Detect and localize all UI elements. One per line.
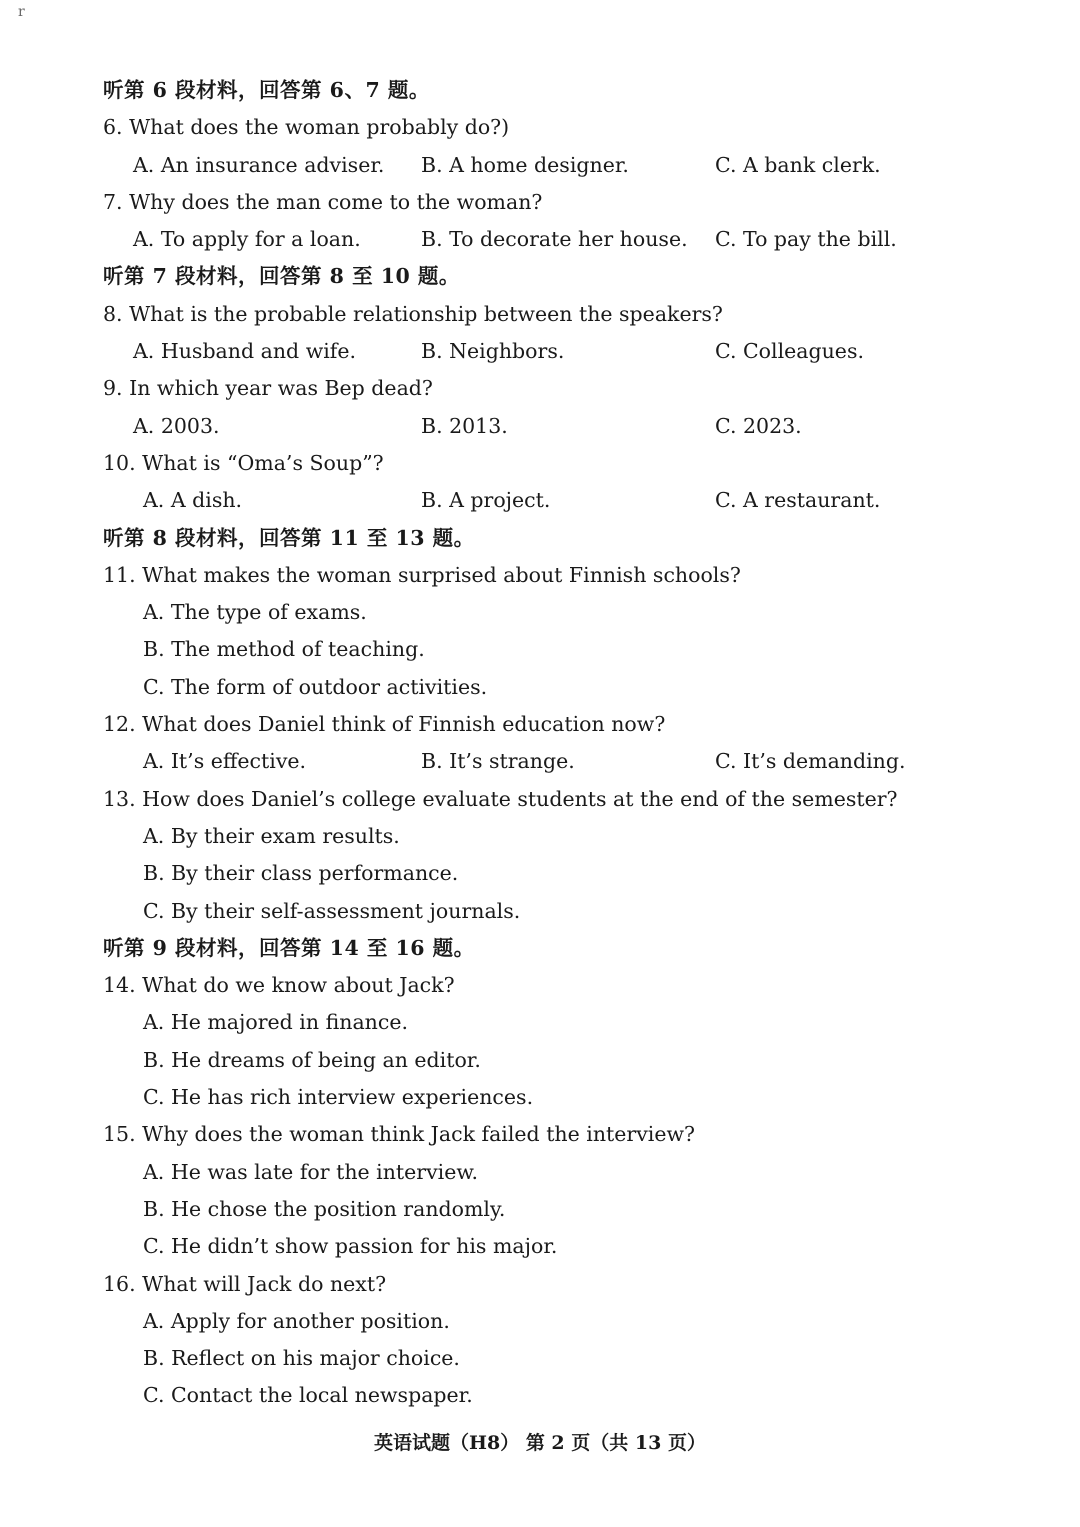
option-15-c: C. He didn’t show passion for his major. [143, 1234, 558, 1259]
option-13-a: A. By their exam results. [143, 823, 400, 848]
options-8 [103, 333, 1003, 370]
question-6 [103, 109, 1003, 146]
option-c: C. 2023. [715, 413, 802, 438]
question-11 [103, 557, 1003, 594]
option-b: B. A project. [421, 488, 551, 513]
question-16 [103, 1266, 1003, 1303]
option-11-c: C. The form of outdoor activities. [143, 674, 488, 699]
option-a: A. Husband and wife. [133, 339, 357, 364]
exam-content [103, 72, 1003, 1415]
question-15 [103, 1116, 1003, 1153]
option-11-b: B. The method of teaching. [143, 637, 425, 662]
question-text: What do we know about Jack? [142, 973, 455, 998]
section-header-9: 听第 9 段材料，回答第 14 至 16 题。 [103, 935, 475, 960]
option-a: A. A dish. [143, 488, 243, 513]
option-a: A. To apply for a loan. [133, 227, 361, 252]
option-15-a: A. He was late for the interview. [143, 1159, 478, 1184]
section-header-7: 听第 7 段材料，回答第 8 至 10 题。 [103, 264, 460, 289]
page-footer: 英语试题（H8） 第 2 页（共 13 页） [374, 1432, 706, 1454]
section-header-6: 听第 6 段材料，回答第 6、7 题。 [103, 78, 430, 102]
option-a: A. 2003. [133, 413, 220, 438]
question-12 [103, 706, 1003, 743]
question-text: What will Jack do next? [142, 1271, 387, 1296]
option-c: C. Colleagues. [715, 339, 864, 364]
options-12 [103, 743, 1003, 780]
option-16-a: A. Apply for another position. [143, 1308, 450, 1333]
question-number: 16. [103, 1271, 136, 1296]
options-7 [103, 221, 1003, 258]
option-b: B. Neighbors. [421, 339, 565, 364]
question-text: What is the probable relationship between the speakers? [129, 301, 723, 326]
question-number: 8. [103, 301, 123, 326]
question-number: 6. [103, 115, 123, 140]
question-number: 7. [103, 189, 123, 214]
option-13-c: C. By their self-assessment journals. [143, 898, 521, 923]
option-b: B. To decorate her house. [421, 227, 688, 252]
option-11-a: A. The type of exams. [143, 600, 367, 625]
section-header-8: 听第 8 段材料，回答第 11 至 13 题。 [103, 525, 475, 550]
question-14 [103, 967, 1003, 1004]
option-15-b: B. He chose the position randomly. [143, 1196, 506, 1221]
corner-mark: r [18, 4, 25, 20]
option-a: A. It’s effective. [143, 749, 307, 774]
question-10 [103, 445, 1003, 482]
option-c: C. To pay the bill. [715, 227, 897, 252]
question-text: Why does the woman think Jack failed the interview? [142, 1122, 696, 1147]
option-c: C. A restaurant. [715, 488, 881, 513]
question-number: 14. [103, 973, 136, 998]
options-6 [103, 147, 1003, 184]
question-text: What is “Oma’s Soup”? [142, 450, 384, 475]
option-14-c: C. He has rich interview experiences. [143, 1085, 534, 1110]
question-7 [103, 184, 1003, 221]
question-text: How does Daniel’s college evaluate students at the end of the semester? [142, 786, 898, 811]
question-number: 13. [103, 786, 136, 811]
question-number: 10. [103, 450, 136, 475]
option-b: B. It’s strange. [421, 749, 575, 774]
option-13-b: B. By their class performance. [143, 861, 459, 886]
question-number: 15. [103, 1122, 136, 1147]
option-16-c: C. Contact the local newspaper. [143, 1383, 473, 1408]
options-10 [103, 482, 1003, 519]
question-text: What does Daniel think of Finnish education now? [142, 712, 666, 737]
option-b: B. 2013. [421, 413, 508, 438]
option-14-a: A. He majored in finance. [143, 1010, 408, 1035]
question-text: In which year was Bep dead? [129, 376, 433, 401]
question-text: What does the woman probably do?) [129, 115, 510, 140]
option-c: C. It’s demanding. [715, 749, 906, 774]
question-8 [103, 296, 1003, 333]
option-a: A. An insurance adviser. [133, 152, 385, 177]
options-9 [103, 408, 1003, 445]
question-text: What makes the woman surprised about Finnish schools? [142, 562, 741, 587]
option-16-b: B. Reflect on his major choice. [143, 1346, 460, 1371]
question-number: 11. [103, 562, 136, 587]
option-c: C. A bank clerk. [715, 152, 881, 177]
question-13 [103, 781, 1003, 818]
question-number: 9. [103, 376, 123, 401]
question-9 [103, 370, 1003, 407]
question-number: 12. [103, 712, 136, 737]
option-14-b: B. He dreams of being an editor. [143, 1047, 481, 1072]
option-b: B. A home designer. [421, 152, 629, 177]
question-text: Why does the man come to the woman? [129, 189, 543, 214]
